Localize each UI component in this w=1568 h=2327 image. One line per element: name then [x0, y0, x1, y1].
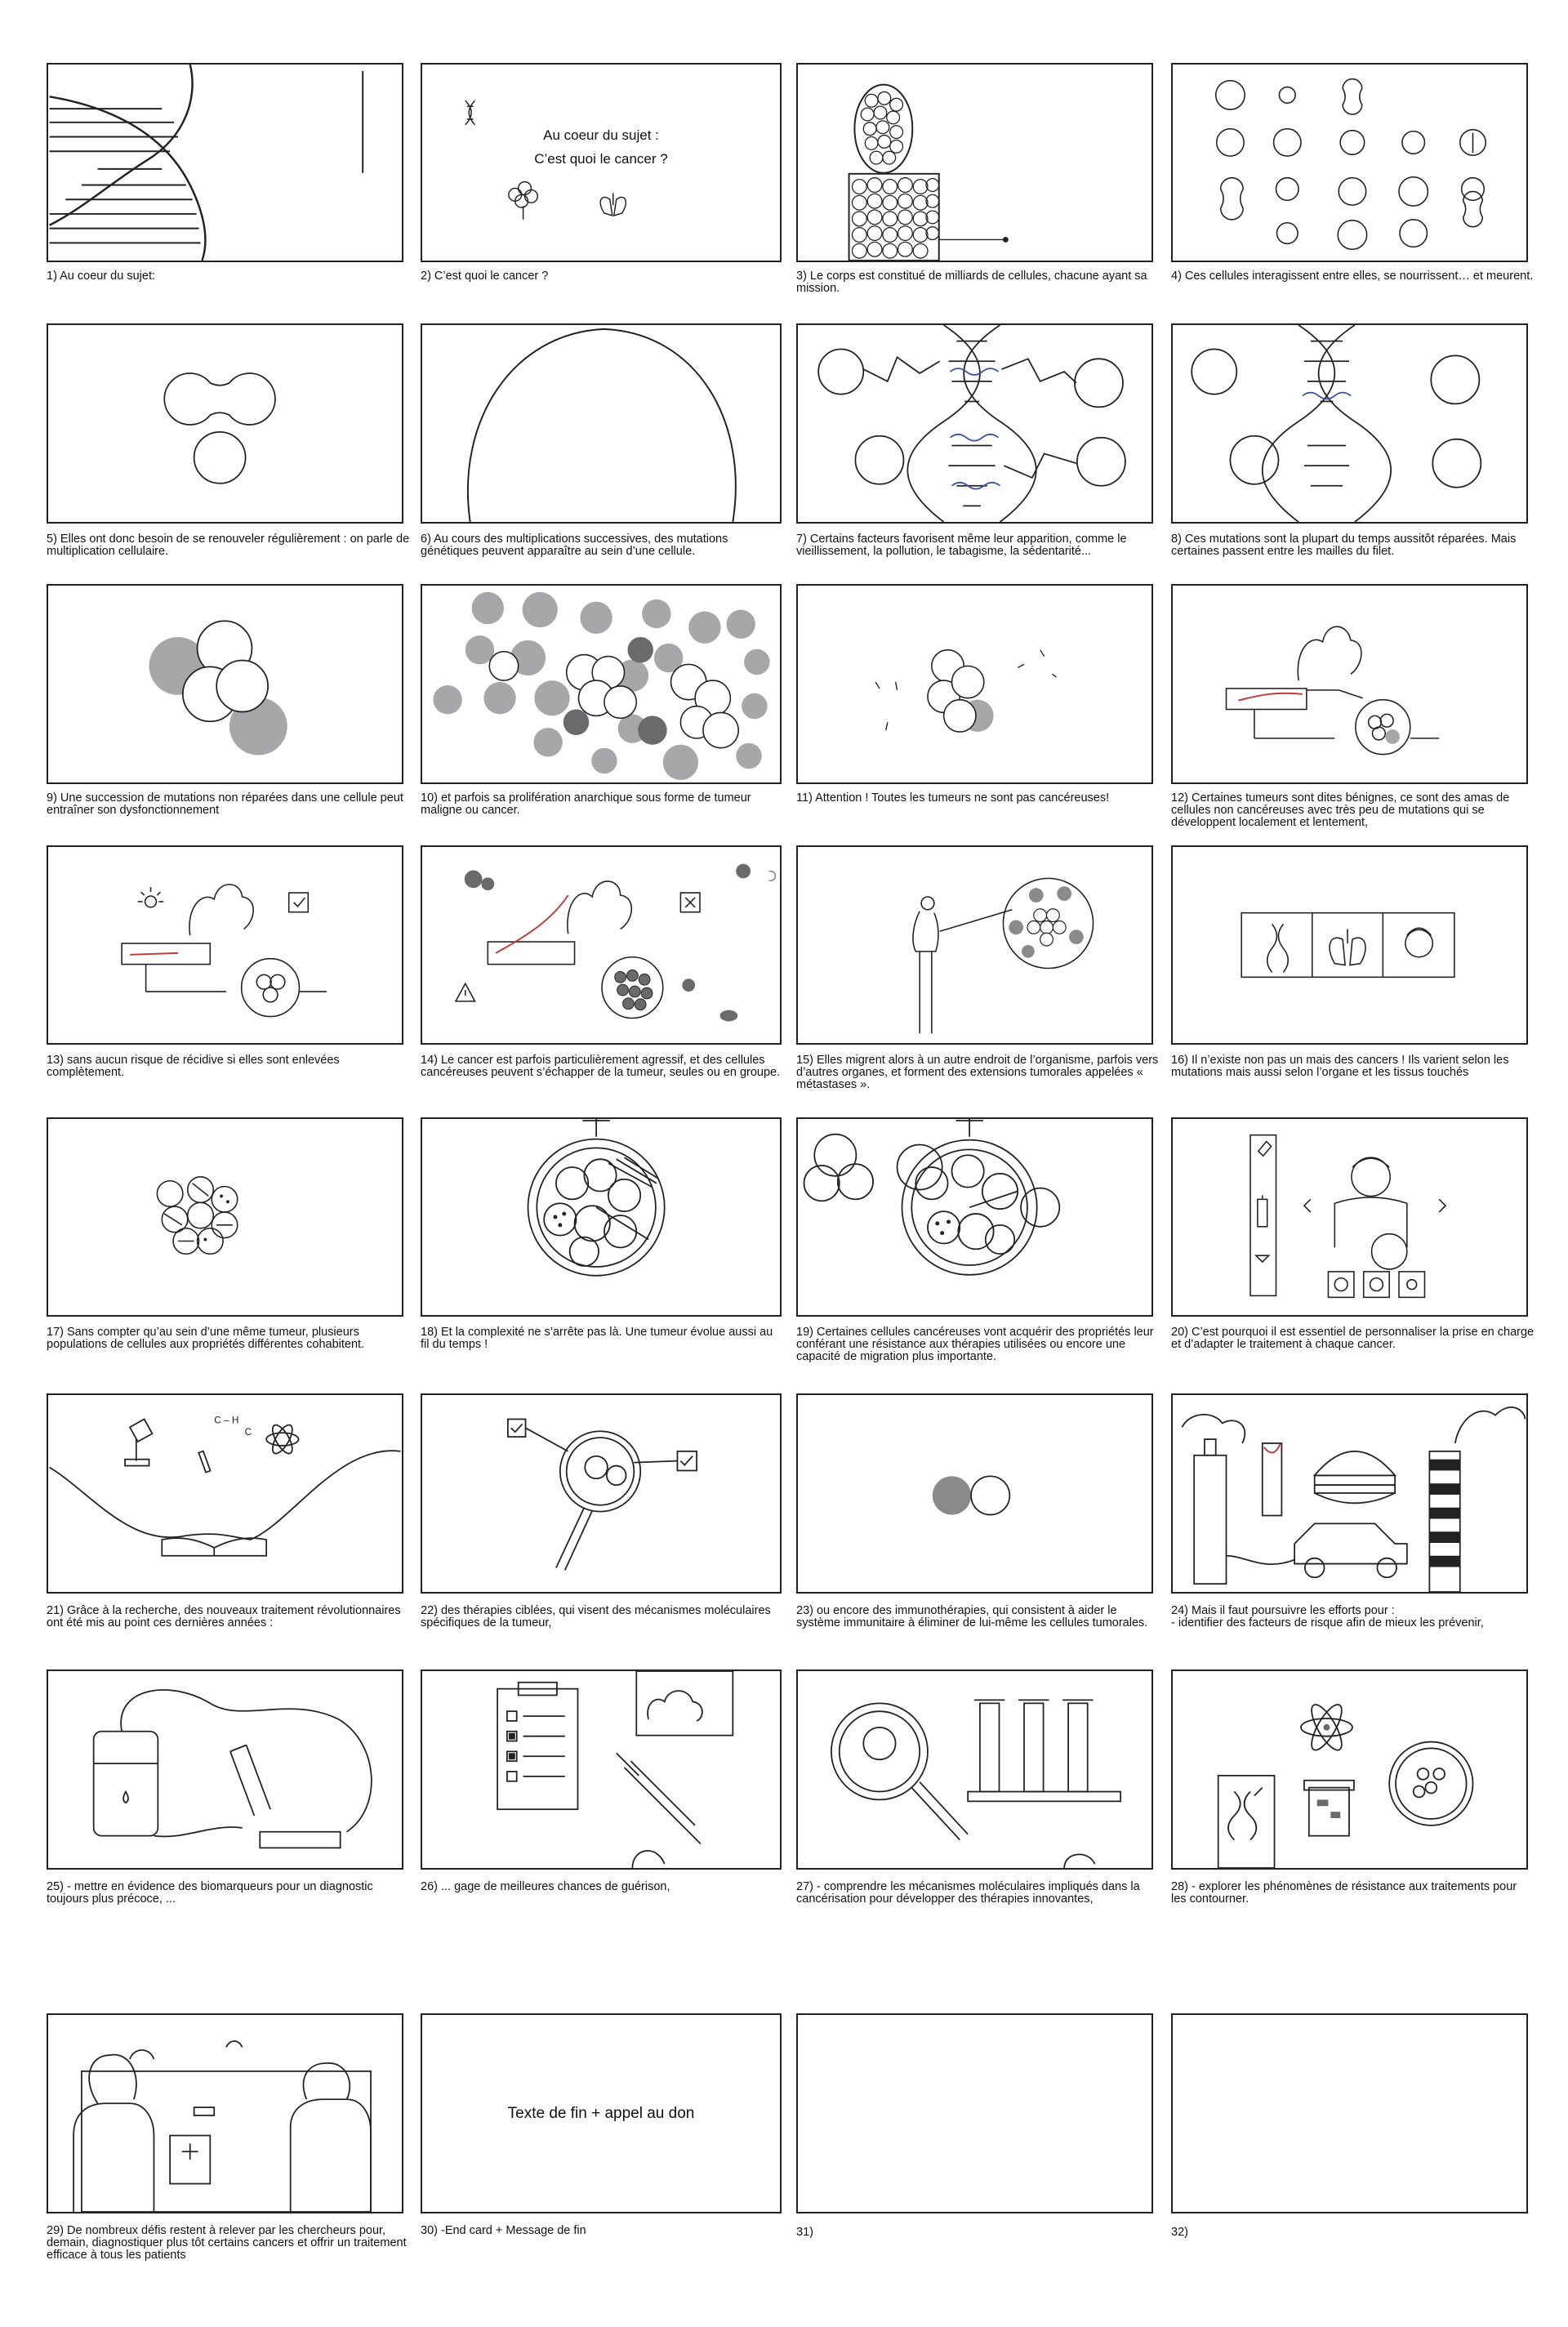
interacting-cells-illustration [1173, 65, 1526, 261]
panel-22-caption: 22) des thérapies ciblées, qui visent des mécanismes moléculaires spécifiques de la tumeur, [421, 1604, 771, 1629]
researchers-lab-illustration [48, 2015, 402, 2212]
immunotherapy-cells [798, 1395, 1152, 1592]
panel-3-caption: 3) Le corps est constitué de milliards de cellules, chacune ayant sa mission. [796, 270, 1147, 295]
panel-6-frame [421, 323, 782, 524]
panel-26-frame [421, 1669, 782, 1870]
panel-7-frame [796, 323, 1153, 524]
panel-22-frame [421, 1393, 782, 1594]
dna-helix-illustration [48, 65, 402, 261]
panel-11-caption: 11) Attention ! Toutes les tumeurs ne sont pas cancéreuses! [796, 791, 1110, 805]
panel-13-frame [47, 845, 403, 1045]
panel-32-caption: 32) [1171, 2226, 1188, 2239]
panel-25-frame [47, 1669, 403, 1870]
panel-14-caption: 14) Le cancer est parfois particulièrement agressif, et des cellules cancéreuses peuvent s’échapper de la tumeur, seules ou en groupe. [421, 1054, 781, 1079]
metastases-illustration [798, 847, 1152, 1043]
panel-7-caption: 7) Certains facteurs favorisent même leur apparition, comme le vieillissement, la pollution, le tabagisme, la sédentarité... [796, 533, 1127, 558]
panel-21-caption: 21) Grâce à la recherche, des nouveaux traitement révolutionnaires ont été mis au point ces dernières années : [47, 1604, 401, 1629]
panel-5-caption: 5) Elles ont donc besoin de se renouveler régulièrement : on parle de multiplication cellulaire. [47, 533, 410, 558]
panel-19-caption: 19) Certaines cellules cancéreuses vont acquérir des propriétés leur conférant une résistance aux thérapies utilisées ou encore une capacité de migration plus importante. [796, 1326, 1154, 1363]
panel-14-frame [421, 845, 782, 1045]
panel-31-caption: 31) [796, 2226, 813, 2239]
panel-15-frame [796, 845, 1153, 1045]
panel-27-caption: 27) - comprendre les mécanismes moléculaires impliqués dans la cancérisation pour développer des thérapies innovantes, [796, 1880, 1140, 1906]
panel-29-frame [47, 2013, 403, 2213]
tumor-removal-illustration [48, 847, 402, 1043]
panel-5-frame [47, 323, 403, 524]
mutated-cells-illustration [48, 586, 402, 782]
benign-tumor-cells-illustration [798, 586, 1152, 782]
panel-25-caption: 25) - mettre en évidence des biomarqueurs pour un diagnostic toujours plus précoce, ... [47, 1880, 373, 1906]
panel-17-frame [47, 1117, 403, 1317]
panel-4-frame [1171, 63, 1528, 262]
biomarker-microscope-illustration [48, 1671, 402, 1868]
panel-13-caption: 13) sans aucun risque de récidive si elles sont enlevées complètement. [47, 1054, 340, 1079]
recovery-chances-illustration [422, 1671, 780, 1868]
panel-31-frame [796, 2013, 1153, 2213]
panel-30-frame [421, 2013, 782, 2213]
panel-8-caption: 8) Ces mutations sont la plupart du temps aussitôt réparées. Mais certaines passent entre les mailles du filet. [1171, 533, 1517, 558]
panel-24-frame [1171, 1393, 1528, 1594]
panel-1-caption: 1) Au coeur du sujet: [47, 270, 155, 283]
panel-17-caption: 17) Sans compter qu’au sein d’une même tumeur, plusieurs populations de cellules aux propriétés différentes cohabitent. [47, 1326, 365, 1351]
panel-29-caption: 29) De nombreux défis restent à relever par les chercheurs pour, demain, diagnostiquer plus tôt certains cancers et offrir un traitement efficace à tous les patients [47, 2224, 407, 2262]
panel-19-frame [796, 1117, 1153, 1317]
panel-12-frame [1171, 584, 1528, 784]
heterogeneous-tumor-cells [48, 1119, 402, 1315]
panel-11-frame [796, 584, 1153, 784]
panel-30-end-text: Texte de fin + appel au don [507, 2105, 695, 2122]
panel-2-title-line-1: Au coeur du sujet : [543, 127, 659, 143]
panel-18-caption: 18) Et la complexité ne s’arrête pas là. Une tumeur évolue aussi au fil du temps ! [421, 1326, 773, 1351]
panel-3-frame [796, 63, 1153, 262]
cancer-types-cards [1173, 847, 1526, 1043]
targeted-therapy-magnifier [422, 1395, 780, 1592]
panel-20-caption: 20) C’est pourquoi il est essentiel de personnaliser la prise en charge et d’adapter le traitement à chaque cancer. [1171, 1326, 1535, 1351]
panel-12-caption: 12) Certaines tumeurs sont dites bénignes, ce sont des amas de cellules non cancéreuses avec très peu de mutations qui se développent localement et lentement, [1171, 791, 1510, 829]
panel-2-frame [421, 63, 782, 262]
panel-10-frame [421, 584, 782, 784]
panel-15-caption: 15) Elles migrent alors à un autre endroit de l’organisme, parfois vers d’autres organes, et forment des extensions tumorales appelées « métastases ». [796, 1054, 1159, 1091]
panel-9-caption: 9) Une succession de mutations non réparées dans une cellule peut entraîner son dysfonctionnement [47, 791, 403, 817]
personalized-treatment-illustration [1173, 1119, 1526, 1315]
panel-30-caption: 30) -End card + Message de fin [421, 2224, 586, 2237]
panel-16-frame [1171, 845, 1528, 1045]
panel-32-frame [1171, 2013, 1528, 2213]
molecular-mechanisms-illustration [798, 1671, 1152, 1868]
risk-factors-dna-illustration [798, 325, 1152, 522]
dividing-cell-illustration [48, 325, 402, 522]
tumor-proliferation-illustration [422, 586, 780, 782]
panel-20-frame [1171, 1117, 1528, 1317]
panel-2-title-line-2: C’est quoi le cancer ? [534, 151, 668, 167]
panel-16-caption: 16) Il n’existe non pas un mais des cancers ! Ils varient selon les mutations mais aussi selon l’organe et les tissus touchés [1171, 1054, 1509, 1079]
svg-text:C – H: C – H [214, 1414, 239, 1426]
panel-26-caption: 26) ... gage de meilleures chances de guérison, [421, 1880, 670, 1893]
panel-9-frame [47, 584, 403, 784]
risk-factors-illustration [1173, 1395, 1526, 1592]
panel-18-frame [421, 1117, 782, 1317]
resistance-exploration-illustration [1173, 1671, 1526, 1868]
panel-28-frame [1171, 1669, 1528, 1870]
research-book-illustration [48, 1395, 402, 1592]
large-cell-close-up [422, 325, 780, 522]
panel-21-frame [47, 1393, 403, 1594]
svg-text:C: C [244, 1426, 252, 1438]
panel-24-caption: 24) Mais il faut poursuivre les efforts pour : - identifier des facteurs de risque afin de mieux les prévenir, [1171, 1604, 1484, 1629]
panel-4-caption: 4) Ces cellules interagissent entre elles, se nourrissent… et meurent. [1171, 270, 1534, 283]
repaired-mutations-dna-illustration [1173, 325, 1526, 522]
benign-tumor-surgery-illustration [1173, 586, 1526, 782]
tumor-evolution-clock-illustration [422, 1119, 780, 1315]
aggressive-cancer-illustration [422, 847, 780, 1043]
panel-10-caption: 10) et parfois sa prolifération anarchique sous forme de tumeur maligne ou cancer. [421, 791, 751, 817]
panel-27-frame [796, 1669, 1153, 1870]
resistant-cells-clock-illustration [798, 1119, 1152, 1315]
panel-6-caption: 6) Au cours des multiplications successives, des mutations génétiques peuvent apparaître au sein d’une cellule. [421, 533, 728, 558]
panel-1-frame [47, 63, 403, 262]
panel-23-frame [796, 1393, 1153, 1594]
panel-23-caption: 23) ou encore des immunothérapies, qui consistent à aider le système immunitaire à éliminer de lui-même les cellules tumorales. [796, 1604, 1148, 1629]
body-of-cells-illustration [798, 65, 1152, 261]
panel-2-caption: 2) C’est quoi le cancer ? [421, 270, 549, 283]
panel-28-caption: 28) - explorer les phénomènes de résistance aux traitements pour les contourner. [1171, 1880, 1517, 1906]
panel-8-frame [1171, 323, 1528, 524]
